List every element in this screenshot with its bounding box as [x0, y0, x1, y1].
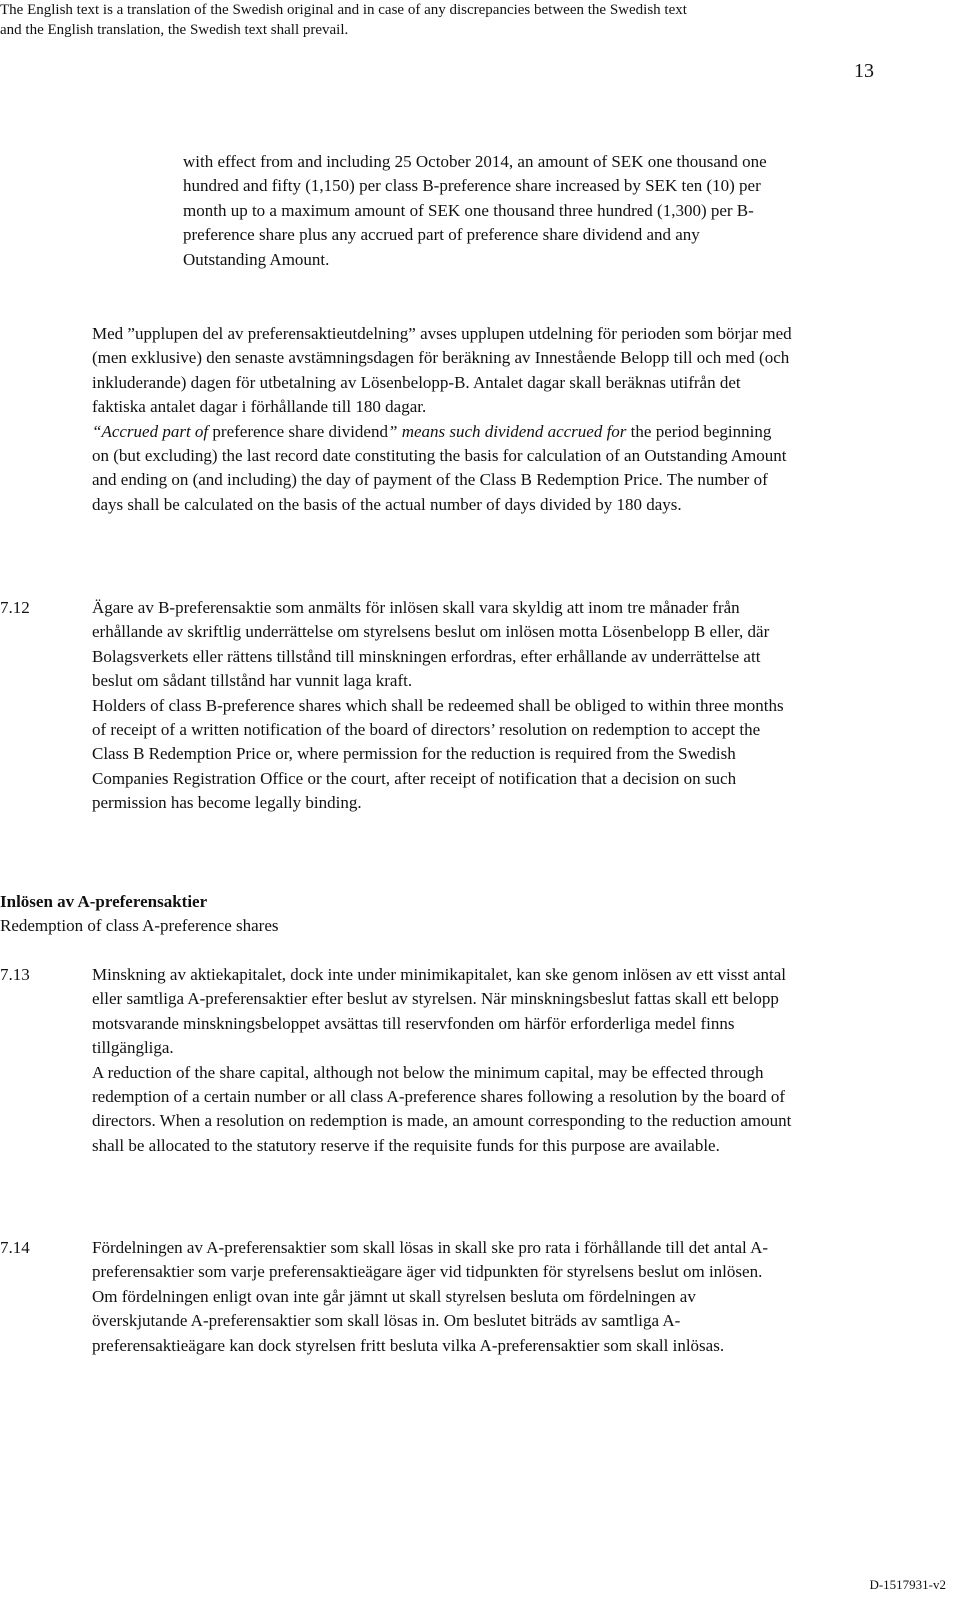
continuation-paragraph	[183, 150, 783, 272]
section-heading-english: Redemption of class A-preference shares	[0, 916, 279, 936]
clause-7-13	[92, 963, 800, 1158]
clause-7-14	[92, 1236, 782, 1358]
page-number: 13	[854, 60, 874, 82]
clause-number-7-13: 7.13	[0, 965, 30, 984]
section-heading-swedish: Inlösen av A-preferensaktier	[0, 892, 208, 911]
translation-note-line-2: and the English translation, the Swedish text shall prevail.	[0, 22, 349, 38]
definition-swedish: Med ”upplupen del av preferensaktieutdelning” avses upplupen utdelning för perioden som börjar med (men exklusive) den senaste avstämningsdagen för beräkning av Innestående Belopp till och med (och inkluderande) dagen för utbetalning av Lösenbelopp-B. Antalet dagar skall beräknas utifrån det faktiska antalet dagar i förhållande till 180 dagar.	[92, 324, 792, 417]
translation-note-line-1: The English text is a translation of the Swedish original and in case of any discrepancies between the Swedish text	[0, 2, 687, 18]
definition-english-rest: the period beginning on (but excluding) the last record date constituting the basis for calculation of an Outstanding Amount and ending on (and including) the day of payment of the Class B Redemption Price. The number of days shall be calculated on the basis of the actual number of days divided by 180 days.	[92, 421, 787, 514]
clause-number-7-14: 7.14	[0, 1238, 30, 1257]
clause-7-13-swedish: Minskning av aktiekapitalet, dock inte under minimikapitalet, kan ske genom inlösen av ett visst antal eller samtliga A-preferensaktier efter beslut av styrelsen. När minskningsbeslut fattas skall ett belopp motsvarande minskningsbeloppet avsättas till reservfonden om härför erforderliga medel finns tillgängliga.	[92, 965, 787, 1058]
definition-english	[92, 420, 792, 518]
section-heading	[0, 890, 600, 939]
clause-7-14-swedish: Fördelningen av A-preferensaktier som skall lösas in skall ske pro rata i förhållande till det antal A-preferensaktier som varje preferensaktieägare äger vid tidpunkten för styrelsens beslut om inlösen. Om fördelningen enligt ovan inte går jämnt ut skall styrelsen besluta om fördelningen av överskjutande A-preferensaktier som skall lösas in. Om beslutet biträds av samtliga A-preferensaktieägare kan dock styrelsen fritt besluta vilka A-preferensaktier som skall inlösas.	[92, 1238, 769, 1355]
clause-number-7-12: 7.12	[0, 598, 30, 617]
definition-block	[92, 322, 792, 517]
definition-term-mid: preference share dividend	[208, 421, 388, 441]
clause-7-12-swedish: Ägare av B-preferensaktie som anmälts för inlösen skall vara skyldig att inom tre månader från erhållande av skriftlig underrättelse om styrelsens beslut om inlösen motta Lösenbelopp B eller, där Bolagsverkets eller rättens tillstånd till minskningen erfordras, efter erhållande av underrättelse att beslut om sådant tillstånd har vunnit laga kraft.	[92, 598, 770, 691]
clause-7-13-english: A reduction of the share capital, although not below the minimum capital, may be effected through redemption of a certain number or all class A-preference shares following a resolution by the board of directors. When a resolution on redemption is made, an amount corresponding to the reduction amount shall be allocated to the statutory reserve if the requisite funds for this purpose are available.	[92, 1062, 792, 1155]
translation-note	[0, 0, 960, 40]
clause-7-12	[92, 596, 800, 816]
definition-term-open: “Accrued part of	[92, 421, 209, 441]
continuation-text: with effect from and including 25 October 2014, an amount of SEK one thousand one hundred and fifty (1,150) per class B-preference share increased by SEK ten (10) per month up to a maximum amount of SEK one thousand three hundred (1,300) per B-preference share plus any accrued part of preference share dividend and any Outstanding Amount.	[183, 152, 767, 269]
clause-7-12-english: Holders of class B-preference shares which shall be redeemed shall be obliged to within three months of receipt of a written notification of the board of directors’ resolution on redemption to accept the Class B Redemption Price or, where permission for the reduction is required from the Swedish Companies Registration Office or the court, after receipt of notification that a decision on such permission has become legally binding.	[92, 695, 784, 813]
document-id: D-1517931-v2	[869, 1577, 946, 1592]
definition-term-close: ” means such dividend accrued for	[387, 421, 627, 441]
